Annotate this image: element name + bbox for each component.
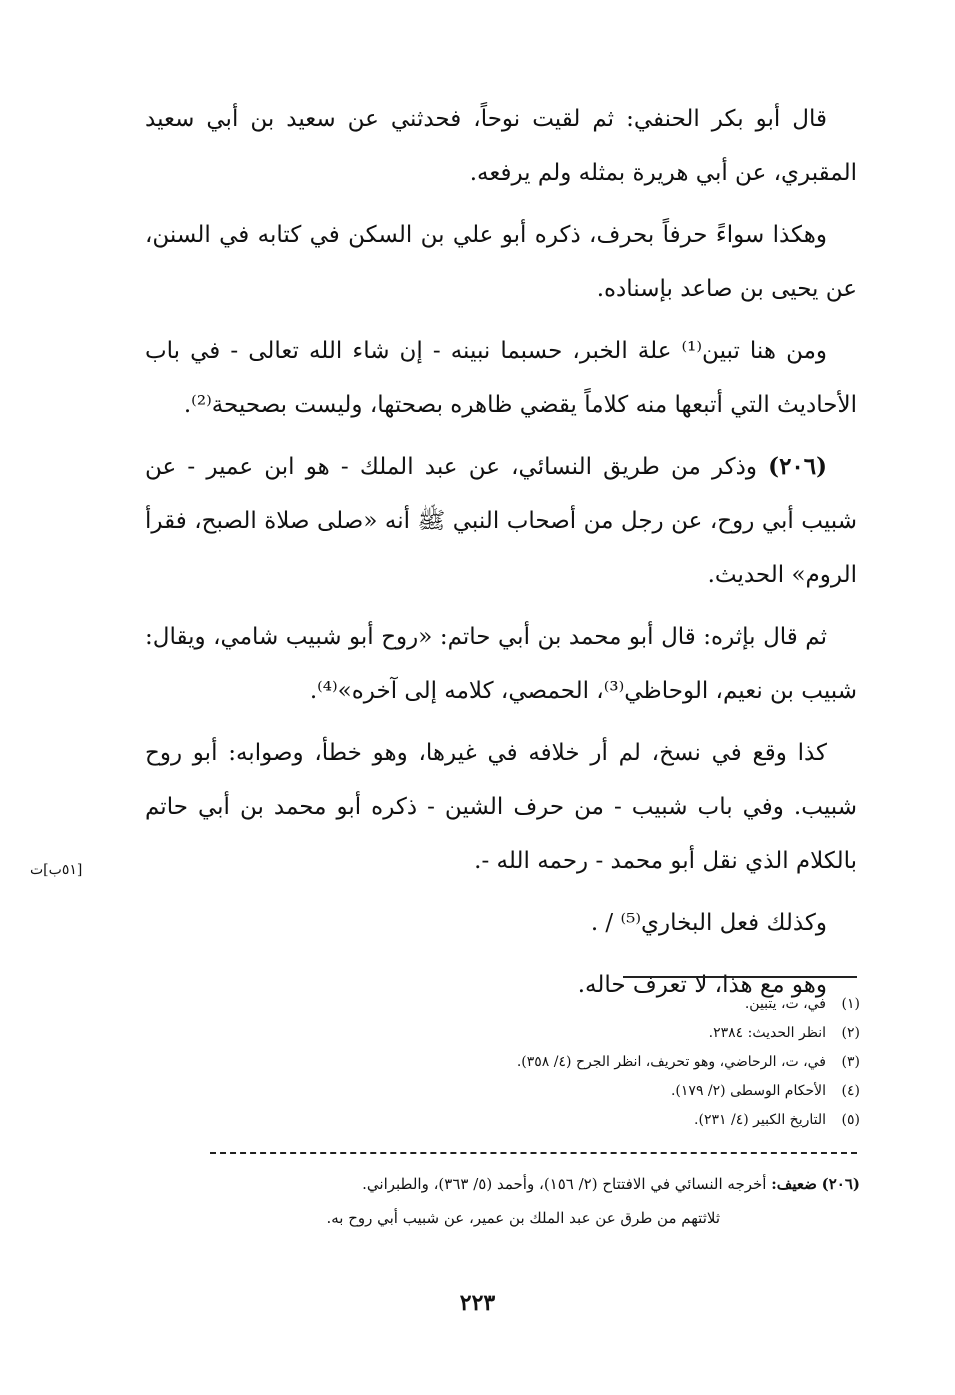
footnote-number: (٤) — [841, 1083, 860, 1099]
footnote-number: (١) — [841, 996, 860, 1012]
footnote-text: انظر الحديث: ٢٣٨٤. — [708, 1025, 826, 1041]
paragraph-6: كذا وقع في نسخ، لم أر خلافه في غيرها، وهو خطأ، وصوابه: أبو روح شبيب. وفي باب شبيب - من حرف الشين - ذكره أبو محمد بن أبي حاتم بالكلام الذي نقل أبو محمد - رحمه الله -. — [145, 740, 857, 874]
footnote-text: التاريخ الكبير (٤/ ٢٣١). — [694, 1112, 826, 1128]
paragraph-2: وهكذا سواءً حرفاً بحرف، ذكره أبو علي بن السكن في كتابه في السنن، عن يحيى بن صاعد بإسناده. — [145, 222, 857, 302]
footnote-3 — [300, 1048, 860, 1077]
takhrij-grade: ضعيف: — [771, 1175, 817, 1193]
takhrij-line-1 — [200, 1167, 860, 1201]
footnotes — [300, 990, 860, 1135]
paragraph-3: ومن هنا تبين⁽¹⁾ علة الخبر، حسبما نبينه - إن شاء الله تعالى - في باب الأحاديث التي أتبعها منه كلاماً يقضي ظاهره بصحتها، وليست بصحيحة⁽²⁾. — [145, 338, 857, 418]
hadith-number: (٢٠٦) — [768, 453, 828, 480]
paragraph-7: وكذلك فعل البخاري⁽⁵⁾ / . — [590, 910, 827, 936]
takhrij-divider — [210, 1152, 857, 1154]
paragraph-8: وهو مع هذا، لا تعرف حاله. — [577, 972, 827, 998]
paragraph-5: ثم قال بإثره: قال أبو محمد بن أبي حاتم: «روح أبو شبيب شامي، ويقال: شبيب بن نعيم، الوحاظي⁽³⁾، الحمصي، كلامه إلى آخره»⁽⁴⁾. — [145, 624, 857, 704]
footnote-number: (٥) — [841, 1112, 860, 1128]
takhrij-line-2: ثلاثتهم من طرق عن عبد الملك بن عمير، عن شبيب أبي روح به. — [326, 1209, 720, 1227]
footnote-text: في، ت، يتبين. — [744, 996, 826, 1012]
paragraph-4-text: وذكر من طريق النسائي، عن عبد الملك - هو ابن عمير - عن شبيب أبي روح، عن رجل من أصحاب النبي ﷺ أنه «صلى صلاة الصبح، فقرأ الروم» الحديث. — [145, 454, 857, 588]
paragraph-4 — [145, 440, 857, 602]
footnote-text: الأحكام الوسطى (٢/ ١٧٩). — [670, 1083, 826, 1099]
takhrij-text: أخرجه النسائي في الافتتاح (٢/ ١٥٦)، وأحمد (٥/ ٣٦٣)، والطبراني. — [362, 1175, 767, 1193]
footnote-divider — [623, 976, 857, 978]
page-number: ٢٢٣ — [459, 1290, 496, 1316]
takhrij-note — [200, 1167, 860, 1235]
main-text — [145, 92, 857, 1020]
footnote-number: (٢) — [841, 1025, 860, 1041]
paragraph-1: قال أبو بكر الحنفي: ثم لقيت نوحاً، فحدثني عن سعيد بن أبي سعيد المقبري، عن أبي هريرة بمثله ولم يرفعه. — [145, 106, 857, 186]
footnote-1 — [300, 990, 860, 1019]
footnote-number: (٣) — [841, 1054, 860, 1070]
margin-manuscript-ref: [٥١ب]ت — [30, 862, 83, 878]
takhrij-number: (٢٠٦) — [821, 1175, 860, 1193]
footnote-2 — [300, 1019, 860, 1048]
footnote-text: في، ت، الرحاضي، وهو تحريف، انظر الجرح (٤/ ٣٥٨). — [516, 1054, 826, 1070]
footnote-5 — [300, 1106, 860, 1135]
footnote-4 — [300, 1077, 860, 1106]
